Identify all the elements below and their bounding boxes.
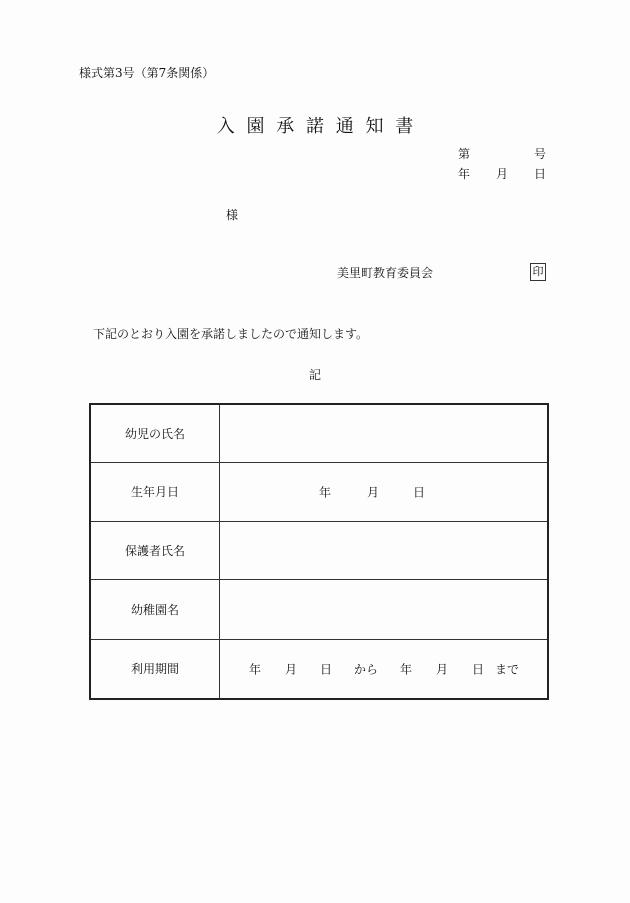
- doc-number-suffix: 号: [534, 147, 547, 161]
- title-char: 書: [395, 116, 414, 137]
- row-label-birth-date: 生年月日: [90, 462, 220, 521]
- title-char: 入: [216, 116, 235, 137]
- row-label-kindergarten-name: 幼稚園名: [90, 579, 220, 639]
- info-table: [89, 403, 549, 700]
- doc-date-year: 年: [458, 167, 471, 181]
- period-end-day: 日: [472, 662, 485, 676]
- table-row: [90, 521, 548, 579]
- birth-date-field[interactable]: [220, 462, 549, 521]
- period-end-month: 月: [436, 662, 449, 676]
- title-char: 承: [276, 116, 295, 137]
- period-from: から: [354, 662, 379, 676]
- title-char: 知: [365, 116, 384, 137]
- birth-day-label: 日: [413, 485, 426, 499]
- birth-year-label: 年: [319, 485, 332, 499]
- birth-month-label: 月: [367, 485, 380, 499]
- form-number: 様式第3号（第7条関係）: [79, 66, 215, 80]
- table-row: [90, 639, 548, 699]
- row-label-guardian-name: 保護者氏名: [90, 521, 220, 579]
- doc-date-month: 月: [496, 167, 509, 181]
- kindergarten-name-field[interactable]: [220, 579, 549, 639]
- table-row: [90, 462, 548, 521]
- doc-number-prefix: 第: [458, 147, 471, 161]
- recipient-suffix: 様: [226, 208, 239, 222]
- period-until: まで: [495, 662, 520, 676]
- document-title: [0, 112, 630, 138]
- period-start-day: 日: [320, 662, 333, 676]
- seal-stamp: 印: [530, 263, 546, 281]
- table-row: [90, 579, 548, 639]
- row-label-child-name: 幼児の氏名: [90, 404, 220, 462]
- ki-heading: 記: [308, 368, 321, 382]
- period-end-year: 年: [400, 662, 413, 676]
- issuer-name: 美里町教育委員会: [337, 266, 434, 280]
- guardian-name-field[interactable]: [220, 521, 549, 579]
- title-char: 通: [335, 116, 354, 137]
- child-name-field[interactable]: [220, 404, 549, 462]
- period-start-month: 月: [285, 662, 298, 676]
- period-start-year: 年: [249, 662, 262, 676]
- table-row: [90, 404, 548, 462]
- period-field[interactable]: [220, 639, 549, 699]
- title-char: 諾: [306, 116, 324, 137]
- title-char: 園: [246, 116, 265, 137]
- body-text: 下記のとおり入園を承諾しましたので通知します。: [93, 327, 369, 341]
- row-label-period: 利用期間: [90, 639, 220, 699]
- doc-date-day: 日: [534, 167, 547, 181]
